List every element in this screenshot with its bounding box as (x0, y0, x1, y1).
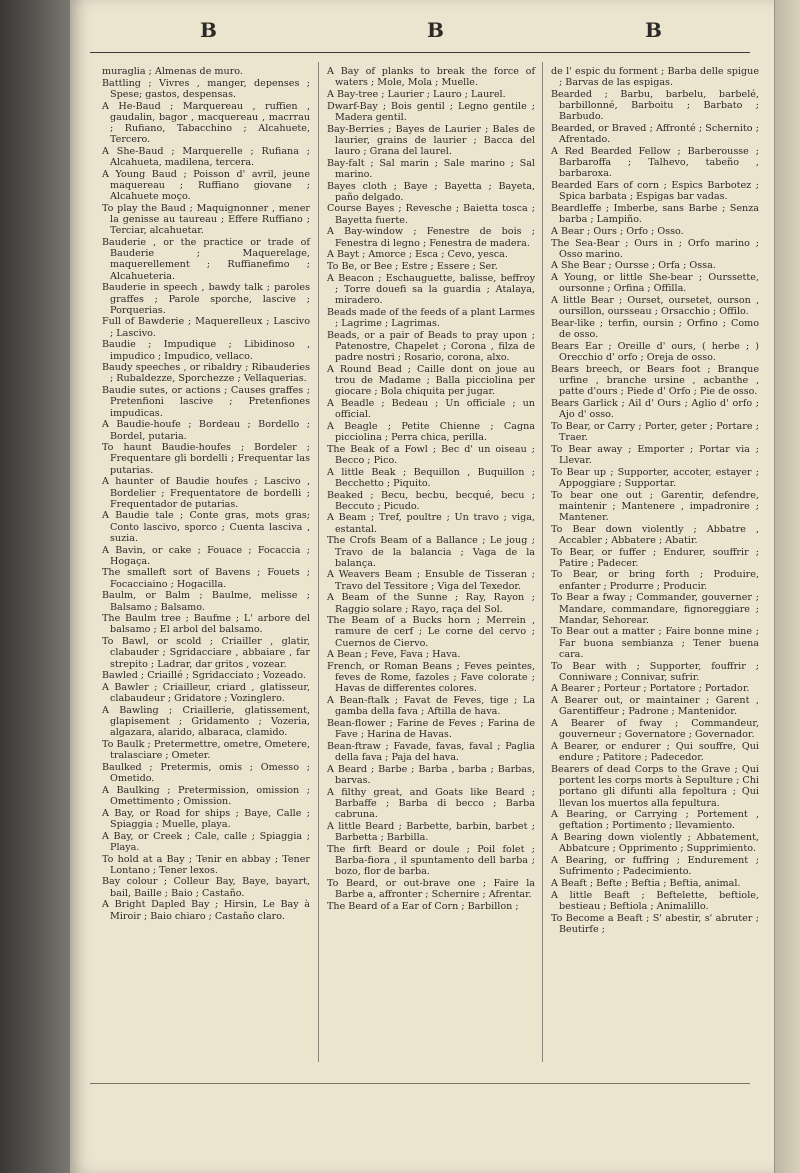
dictionary-entry: To Become a Beaft ; S' abestir, s' abruter ; Beutirfe ; (551, 912, 759, 935)
dictionary-entry: A Bearer of fway ; Commandeur, gouverneur ; Governatore ; Governador. (551, 718, 759, 741)
dictionary-entry: A Bearer ; Porteur ; Portatore ; Portador. (551, 683, 750, 695)
dictionary-entry: Bean-flower ; Farine de Feves ; Farina de Fave ; Harina de Havas. (327, 718, 535, 741)
dictionary-entry: Baudy speeches , or ribaldry ; Ribauderies ; Rubaldezze, Sporchezze ; Vellaquerias. (102, 362, 310, 385)
dictionary-entry: A Red Bearded Fellow ; Barberousse ; Barbaroffa ; Talhevo, tabeño , barbaroxa. (551, 145, 759, 180)
dictionary-entry: A Weavers Beam ; Ensuble de Tisseran ; Travo del Tessitore ; Viga del Texedor. (327, 569, 535, 592)
dictionary-entry: To Baulk ; Pretermettre, ometre, Ometere, tralasciare ; Ometer. (102, 738, 310, 762)
dictionary-entry: A Baulking ; Pretermission, omission ; Omettimento ; Omission. (102, 784, 310, 807)
dictionary-entry: Beads, or a pair of Beads to pray upon ; Patenostre, Chapelet ; Corona , filza de padre nostri ; Rosario, corona, alxo. (327, 329, 535, 364)
dictionary-entry: The Crofs Beam of a Ballance ; Le joug ; Travo de la balancia ; Vaga de la balança. (327, 535, 535, 569)
dictionary-entry: A Round Bead ; Caille dont on joue au trou de Madame ; Balla picciolina per giocare ; Bola chiquita per jugar. (327, 363, 535, 398)
column-divider (542, 62, 543, 1062)
dictionary-entry: To Bear out a matter ; Faire bonne mine ; Far buona sembianza ; Tener buena cara. (551, 626, 759, 660)
dictionary-entry: A Baudie tale ; Conte gras, mots gras; Conto lascivo, sporco ; Cuenta lasciva , suzia. (102, 510, 310, 544)
dictionary-entry: A Bawler ; Criailleur, criard , glatisseur, clabaudeur ; Gridatore ; Vozinglero. (102, 681, 310, 705)
dictionary-entry: Beardleffe ; Imberbe, sans Barbe ; Senza barba ; Lampiño. (551, 202, 759, 226)
dictionary-entry: A Bay-window ; Fenestre de bois ; Fenestra di legno ; Fenestra de madera. (327, 226, 535, 249)
dictionary-entry: To Be, or Bee ; Estre ; Essere ; Ser. (327, 260, 498, 272)
dictionary-entry: A Bearer, or endurer ; Qui souffre, Qui endure ; Patitore ; Padecedor. (551, 740, 759, 764)
dictionary-entry: The Beam of a Bucks horn ; Merrein , ramure de cerf ; Le corne del cervo ; Cuernos de Ciervo. (327, 615, 535, 649)
dictionary-entry: A haunter of Baudie houfes ; Lascivo , Bordelier ; Frequentatore de bordelli ; Frequentador de putarias. (102, 476, 310, 510)
dictionary-entry: A Bay of planks to break the force of waters ; Mole, Mola ; Muelle. (327, 66, 535, 89)
dictionary-entry: Baulked ; Pretermis, omis ; Omesso ; Ometido. (102, 761, 310, 785)
dictionary-entry: Bay-Berries ; Bayes de Laurier ; Bales de laurier, grains de laurier ; Bacca del lauro ; Grana del laurel. (327, 123, 535, 157)
header-rule (90, 52, 750, 53)
dictionary-entry: A Bavin, or cake ; Fouace ; Focaccia ; Hogaça. (102, 544, 310, 567)
dictionary-entry: A Beaft ; Befte ; Beftia ; Beftia, animal. (551, 877, 741, 889)
running-head-right: B (645, 18, 662, 42)
dictionary-entry: To Bear, or Carry ; Porter, geter ; Portare ; Traer. (551, 420, 759, 443)
dictionary-entry: To Bear a fway ; Commander, gouverner ; Mandare, commandare, fignoreggiare ; Mandar, Sehorear. (551, 592, 759, 626)
dictionary-entry: To haunt Baudie-houfes ; Bordeler ; Frequentare gli bordelli ; Frequentar las putarias. (102, 442, 310, 476)
next-page-edge (774, 0, 800, 1173)
dictionary-entry: To Bear up ; Supporter, accoter, estayer ; Appoggiare ; Supportar. (551, 466, 759, 489)
dictionary-entry: Baulm, or Balm ; Baulme, melisse ; Balsamo ; Balsamo. (102, 590, 310, 613)
dictionary-entry: The Beak of a Fowl ; Bec d' un oiseau ; Becco ; Pico. (327, 443, 535, 466)
dictionary-entry: A little Beak ; Bequillon , Buquillon ; Becchetto ; Piquito. (327, 466, 535, 489)
dictionary-entry: A Bay, or Road for ships ; Baye, Calle ; Spiaggia ; Muelle, playa. (102, 807, 310, 830)
dictionary-entry: To play the Baud ; Maquignonner , mener la genisse au taureau ; Effere Ruffiano ; Terciar, alcahuetar. (102, 202, 310, 237)
dictionary-entry: The Baulm tree ; Baufme ; L' arbore del balsamo ; El arbol del balsamo. (102, 613, 310, 636)
dictionary-entry: Bearded ; Barbu, barbelu, barbelé, barbillonné, Barboitu ; Barbato ; Barbudo. (551, 88, 759, 123)
dictionary-entry: A Young, or little She-bear ; Ourssette, oursonne ; Orfina ; Offilla. (551, 272, 759, 295)
dictionary-entry: A Bright Dapled Bay ; Hirsin, Le Bay à Miroir ; Baio chiaro ; Castaño claro. (102, 899, 310, 922)
dictionary-entry: A Beam of the Sunne ; Ray, Rayon ; Raggio solare ; Rayo, raça del Sol. (327, 592, 535, 615)
dictionary-entry: A little Beard ; Barbette, barbin, barbet ; Barbetta ; Barbilla. (327, 820, 535, 844)
dictionary-entry: French, or Roman Beans ; Feves peintes, feves de Rome, fazoles ; Fave colorate ; Havas de differentes colores. (327, 661, 535, 695)
dictionary-entry: A filthy great, and Goats like Beard ; Barbaffe ; Barba di becco ; Barba cabruna. (327, 786, 535, 821)
dictionary-entry: A Bear ; Ours ; Orfo ; Osso. (551, 225, 684, 237)
dictionary-entry: Bay-falt ; Sal marin ; Sale marino ; Sal marino. (327, 157, 535, 180)
dictionary-entry: The Beard of a Ear of Corn ; Barbillon ; (327, 900, 519, 912)
dictionary-entry: Bay colour ; Colleur Bay, Baye, bayart, bail, Baille ; Baio ; Castaño. (102, 876, 310, 899)
dictionary-column-1 (102, 66, 310, 922)
footer-rule (90, 1083, 750, 1084)
dictionary-column-3 (551, 66, 759, 935)
dictionary-entry: A She-Baud ; Marquerelle ; Rufiana ; Alcahueta, madilena, tercera. (102, 145, 310, 169)
dictionary-entry: Course Bayes ; Revesche ; Baietta tosca ; Bayetta fuerte. (327, 203, 535, 226)
dictionary-entry: To bear one out ; Garentir, defendre, maintenir ; Mantenere , impadronire ; Mantener. (551, 489, 759, 523)
dictionary-entry: A Beacon ; Eschauguette, balisse, beffroy ; Torre douefi sa la guardia ; Atalaya, miradero. (327, 272, 535, 307)
dictionary-column-2 (327, 66, 535, 913)
dictionary-entry: Bauderie in speech , bawdy talk ; paroles graffes ; Parole sporche, lascive ; Porquerias. (102, 282, 310, 316)
dictionary-entry: A Baudie-houfe ; Bordeau ; Bordello ; Bordel, putaria. (102, 419, 310, 442)
dictionary-entry: A Bearing, or fuffring ; Endurement ; Sufrimento ; Padecimiento. (551, 855, 759, 878)
dictionary-entry: Bears Garlick ; Ail d' Ours ; Aglio d' orfo ; Ajo d' osso. (551, 397, 759, 421)
dictionary-entry: A little Bear ; Ourset, oursetet, ourson , oursillon, oursseau ; Orsacchio ; Offilo. (551, 295, 759, 318)
dictionary-entry: A Beam ; Tref, poultre ; Un travo ; viga, estantal. (327, 512, 535, 535)
dictionary-entry: A Beard ; Barbe ; Barba , barba ; Barbas, barvas. (327, 763, 535, 787)
dictionary-entry: Bear-like ; terfin, oursin ; Orfino ; Como de osso. (551, 317, 759, 341)
dictionary-entry: Bawled ; Criaillé ; Sgridacciato ; Vozeado. (102, 670, 306, 682)
dictionary-entry: Bayes cloth ; Baye ; Bayetta ; Bayeta, paño delgado. (327, 180, 535, 203)
dictionary-entry: A Bay-tree ; Laurier ; Lauro ; Laurel. (327, 88, 506, 100)
dictionary-entry: A Bean-ftalk ; Favat de Feves, tige ; La gamba della fava ; Aftilla de hava. (327, 695, 535, 718)
running-head-left: B (200, 18, 217, 42)
dictionary-entry: Baudie sutes, or actions ; Causes graffes ; Pretenfioni lascive ; Pretenfiones impudicas. (102, 385, 310, 419)
dictionary-entry: A Bawling ; Criaillerie, glatissement, glapisement ; Gridamento ; Vozeria, algazara, alarido, albaraca, clamido. (102, 704, 310, 739)
dictionary-entry: muraglia ; Almenas de muro. (102, 66, 243, 77)
dictionary-entry: Bearded, or Braved ; Affronté ; Schernito ; Afrentado. (551, 123, 759, 146)
running-head-center: B (427, 18, 444, 42)
dictionary-entry: A Bearing, or Carrying ; Portement , geftation ; Portimento ; llevamiento. (551, 809, 759, 832)
dictionary-entry: To Beard, or out-brave one ; Faire la Barbe a, affronter ; Schernire ; Afrentar. (327, 877, 535, 901)
dictionary-entry: Bears Ear ; Oreille d' ours, ( herbe ; ) Orecchio d' orfo ; Oreja de osso. (551, 340, 759, 364)
column-divider (318, 62, 319, 1062)
dictionary-entry: Battling ; Vivres , manger, depenses ; Spese; gastos, despensas. (102, 77, 310, 100)
dictionary-entry: To Bear, or fuffer ; Endurer, souffrir ; Patire ; Padecer. (551, 546, 759, 569)
dictionary-entry: A Bayt ; Amorce ; Esca ; Cevo, yesca. (327, 249, 508, 261)
dictionary-entry: Bean-ftraw ; Favade, favas, faval ; Paglia della fava ; Paja del hava. (327, 740, 535, 764)
dictionary-entry: To Bawl, or scold ; Criailler , glatir, clabauder ; Sgridacciare , abbaiare , far strepito ; Ladrar, dar gritos , vozear. (102, 636, 310, 670)
dictionary-entry: A Bean ; Feve, Fava ; Hava. (327, 649, 461, 661)
dictionary-entry: Full of Bawderie ; Maquerelleux ; Lascivo ; Lascivo. (102, 316, 310, 339)
dictionary-entry: The Sea-Bear ; Ours in ; Orfo marino ; Osso marino. (551, 237, 759, 260)
dictionary-entry: A He-Baud ; Marquereau , ruffien , gaudalin, bagor , macquereau , macrrau ; Rufiano, Tabacchino ; Alcahuete, Tercero. (102, 100, 310, 146)
dictionary-entry: To Bear down violently ; Abbatre , Accabler ; Abbatere ; Abatir. (551, 523, 759, 546)
dictionary-entry: A Bay, or Creek ; Cale, calle ; Spiaggia ; Playa. (102, 830, 310, 853)
dictionary-entry: A little Beaft ; Beftelette, beftiole, bestieau ; Beftiola ; Animalillo. (551, 889, 759, 912)
dictionary-entry: Beads made of the feeds of a plant Larmes ; Lagrime ; Lagrimas. (327, 306, 535, 329)
dictionary-entry: The firft Beard or doule ; Poil folet ; Barba-fiora , il spuntamento dell barba ; bozo, flor de barba. (327, 843, 535, 878)
dictionary-entry: To Bear, or bring forth ; Produire, enfanter ; Produrre ; Producir. (551, 569, 759, 592)
dictionary-entry: Beaked ; Becu, becbu, becqué, becu ; Beccuto ; Picudo. (327, 489, 535, 512)
dictionary-entry: Dwarf-Bay ; Bois gentil ; Legno gentile ; Madera gentil. (327, 100, 535, 123)
dictionary-entry: A Young Baud ; Poisson d' avril, jeune maquereau ; Ruffiano giovane ; Alcahuete moço. (102, 168, 310, 203)
dictionary-entry: To hold at a Bay ; Tenir en abbay ; Tener Lontano ; Tener lexos. (102, 853, 310, 876)
dictionary-entry: A She Bear ; Oursse ; Orfa ; Ossa. (551, 260, 716, 272)
book-gutter (0, 0, 70, 1173)
dictionary-entry: Bearded Ears of corn ; Espics Barbotez ; Spica barbata ; Espigas bar vadas. (551, 180, 759, 203)
dictionary-entry: To Bear with ; Supporter, fouffrir ; Conniware ; Connivar, sufrir. (551, 660, 759, 683)
dictionary-entry: A Bearer out, or maintainer ; Garent , Garentiffeur ; Padrone ; Mantenidor. (551, 695, 759, 718)
dictionary-entry: Bears breech, or Bears foot ; Branque urfine , branche ursine , acbanthe , patte d'ours ; Piede d' Orfo ; Pie de osso. (551, 363, 759, 398)
dictionary-entry: To Bear away ; Emporter ; Portar via ; Llevar. (551, 443, 759, 466)
dictionary-entry: de l' espic du forment ; Barba delle spigue ; Barvas de las espigas. (551, 66, 759, 89)
dictionary-entry: The smalleft sort of Bavens ; Fouets ; Focacciaino ; Hogacilla. (102, 567, 310, 590)
dictionary-entry: A Beadle ; Bedeau ; Un officiale ; un official. (327, 397, 535, 421)
dictionary-entry: A Beagle ; Petite Chienne ; Cagna picciolina ; Perra chica, perilla. (327, 420, 535, 443)
dictionary-entry: Baudie ; Impudique ; Libidinoso , impudico ; Impudico, vellaco. (102, 339, 310, 362)
dictionary-entry: Bauderie , or the practice or trade of Bauderie ; Maquerelage, maquerellement ; Ruffianefimo ; Alcahueteria. (102, 237, 310, 282)
dictionary-entry: Bearers of dead Corps to the Grave ; Qui portent les corps morts à Sepulture ; Chi portano gli difunti alla fepoltura ; Qui llevan los muertos alla fepultura. (551, 763, 759, 809)
dictionary-entry: A Bearing down violently ; Abbatement, Abbatcure ; Opprimento ; Supprimiento. (551, 832, 759, 855)
